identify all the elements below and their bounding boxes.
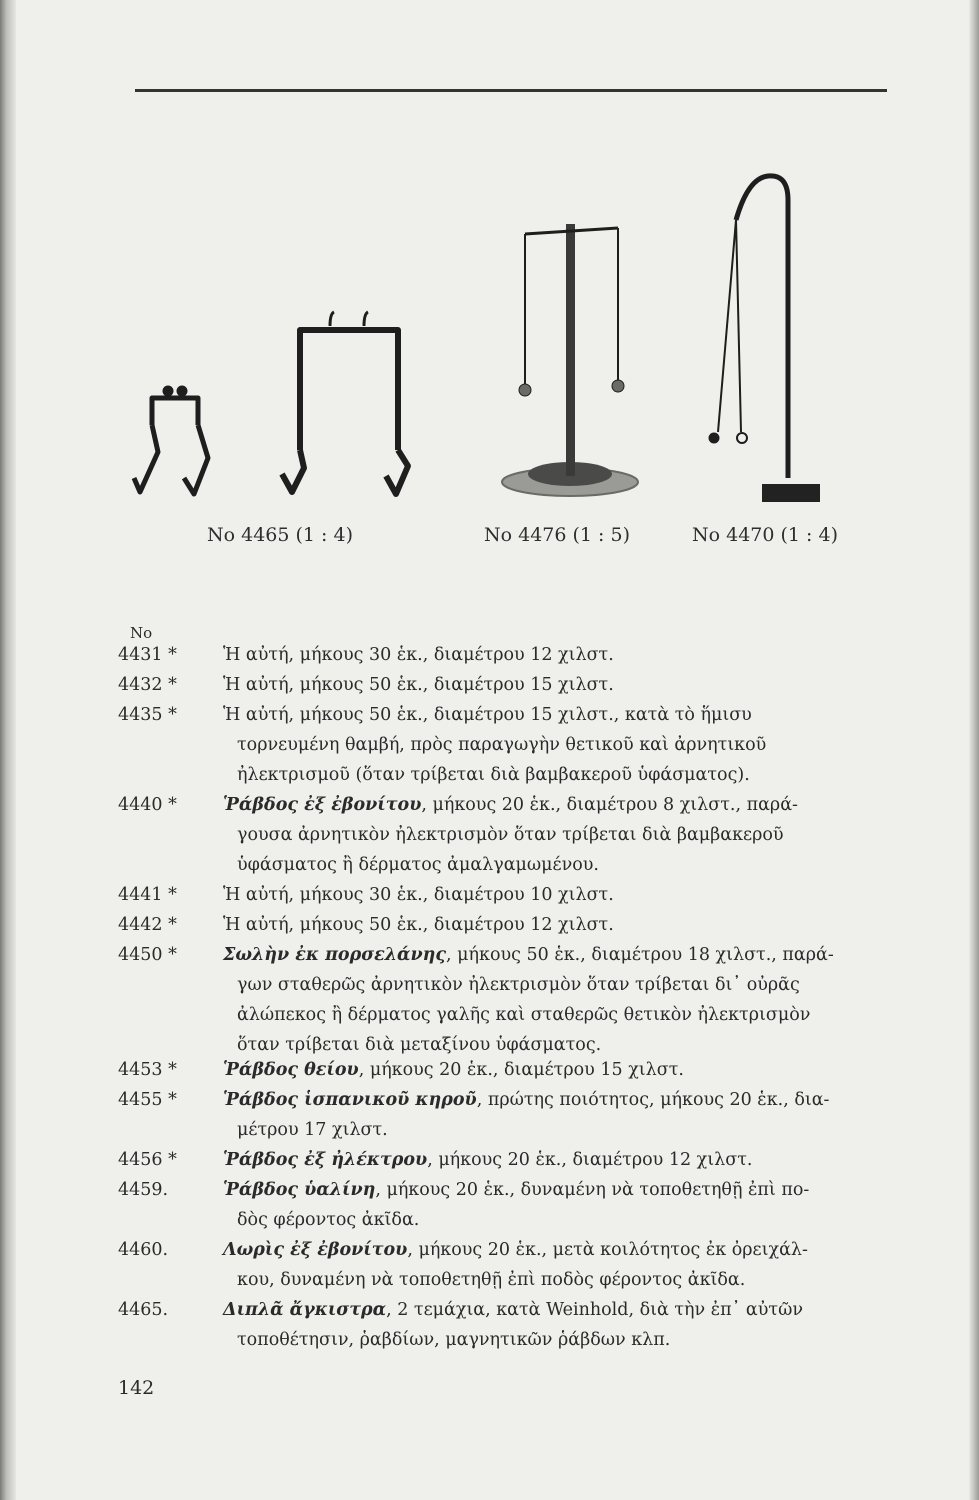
description-line: Ἡ αὐτή, μήκους 50 ἑκ., διαμέτρου 12 χιλστ. <box>223 915 614 935</box>
page-number: 142 <box>118 1377 155 1399</box>
description-line: Ῥάβδος ἐξ ἠλέκτρου, μήκους 20 ἑκ., διαμέτρου 12 χιλστ. <box>223 1150 753 1170</box>
catalog-description <box>223 1175 868 1235</box>
description-line: γουσα ἀρνητικὸν ἠλεκτρισμὸν ὅταν τρίβεται διὰ βαμβακεροῦ <box>237 825 784 845</box>
description-line: μέτρου 17 χιλστ. <box>237 1120 388 1140</box>
catalog-description <box>223 790 868 880</box>
description-line: Ἡ αὐτή, μήκους 50 ἑκ., διαμέτρου 15 χιλστ. <box>223 675 614 695</box>
description-line: τοποθέτησιν, ῥαβδίων, μαγνητικῶν ῥάβδων κλπ. <box>237 1330 671 1350</box>
page-edge-left <box>0 0 16 1500</box>
item-term: Ῥάβδος ὑαλίνη <box>223 1180 376 1200</box>
description-line: Σωλὴν ἐκ πορσελάνης, μήκους 50 ἑκ., διαμέτρου 18 χιλστ., παρά- <box>223 945 834 965</box>
description-line: δὸς φέροντος ἀκῖδα. <box>237 1210 420 1230</box>
item-term: Ῥάβδος ἐξ ἠλέκτρου <box>223 1150 428 1170</box>
catalog-number: 4442 * <box>118 915 177 935</box>
double-hook-large-figure <box>282 312 408 494</box>
description-line: Ἡ αὐτή, μήκους 50 ἑκ., διαμέτρου 15 χιλστ., κατὰ τὸ ἥμισυ <box>223 705 752 725</box>
description-line: ὅταν τρίβεται διὰ μεταξίνου ὑφάσματος. <box>237 1035 602 1055</box>
description-line: Ἡ αὐτή, μήκους 30 ἑκ., διαμέτρου 12 χιλστ. <box>223 645 614 665</box>
catalog-number: 4441 * <box>118 885 177 905</box>
figure-caption-4470: No 4470 (1 : 4) <box>692 524 838 546</box>
description-line: Ῥάβδος ἐξ ἐβονίτου, μήκους 20 ἑκ., διαμέτρου 8 χιλστ., παρά- <box>223 795 798 815</box>
description-line: ἀλώπεκος ἢ δέρματος γαλῆς καὶ σταθερῶς θετικὸν ἠλεκτρισμὸν <box>237 1005 811 1025</box>
number-column-header: No <box>130 624 153 642</box>
catalog-description <box>223 910 868 940</box>
catalog-description <box>223 1055 868 1085</box>
electroscope-pendulum-figure <box>709 176 820 502</box>
header-rule <box>135 89 887 92</box>
catalog-number: 4450 * <box>118 945 177 965</box>
description-line: ἠλεκτρισμοῦ (ὅταν τρίβεται διὰ βαμβακεροῦ ὑφάσματος). <box>237 765 750 785</box>
catalog-number: 4453 * <box>118 1060 177 1080</box>
catalog-number: 4460. <box>118 1240 169 1260</box>
catalog-number: 4435 * <box>118 705 177 725</box>
catalog-description <box>223 940 868 1060</box>
catalog-description <box>223 640 868 670</box>
catalog-description <box>223 670 868 700</box>
catalog-number: 4455 * <box>118 1090 177 1110</box>
item-term: Ῥάβδος θείου <box>223 1060 359 1080</box>
catalog-number: 4432 * <box>118 675 177 695</box>
item-term: Διπλᾶ ἄγκιστρα <box>223 1300 387 1320</box>
pendulum-stand-figure <box>502 224 638 496</box>
figures-illustration <box>120 160 880 520</box>
description-line: Διπλᾶ ἄγκιστρα, 2 τεμάχια, κατὰ Weinhold, διὰ τὴν ἐπ᾽ αὐτῶν <box>223 1300 803 1320</box>
catalog-description <box>223 1085 868 1145</box>
catalog-number: 4440 * <box>118 795 177 815</box>
catalog-description <box>223 1235 868 1295</box>
catalog-description <box>223 880 868 910</box>
description-line: Ἡ αὐτή, μήκους 30 ἑκ., διαμέτρου 10 χιλστ. <box>223 885 614 905</box>
catalog-number: 4459. <box>118 1180 169 1200</box>
double-hook-small-figure <box>134 388 208 494</box>
item-term: Σωλὴν ἐκ πορσελάνης <box>223 945 447 965</box>
description-line: Ῥάβδος ἱσπανικοῦ κηροῦ, πρώτης ποιότητος, μήκους 20 ἑκ., δια- <box>223 1090 830 1110</box>
description-line: γων σταθερῶς ἀρνητικὸν ἠλεκτρισμὸν ὅταν τρίβεται δι᾽ οὐρᾶς <box>237 975 800 995</box>
item-term: Ῥάβδος ἱσπανικοῦ κηροῦ <box>223 1090 477 1110</box>
catalog-description <box>223 1145 868 1175</box>
description-line: Ῥάβδος ὑαλίνη, μήκους 20 ἑκ., δυναμένη νὰ τοποθετηθῇ ἐπὶ πο- <box>223 1180 810 1200</box>
catalog-number: 4465. <box>118 1300 169 1320</box>
description-line: Λωρὶς ἐξ ἐβονίτου, μήκους 20 ἑκ., μετὰ κοιλότητος ἐκ ὀρειχάλ- <box>223 1240 808 1260</box>
catalog-number: 4431 * <box>118 645 177 665</box>
item-term: Ῥάβδος ἐξ ἐβονίτου <box>223 795 422 815</box>
item-term: Λωρὶς ἐξ ἐβονίτου <box>223 1240 408 1260</box>
description-line: τορνευμένη θαμβή, πρὸς παραγωγὴν θετικοῦ καὶ ἀρνητικοῦ <box>237 735 767 755</box>
figure-caption-4465: No 4465 (1 : 4) <box>207 524 353 546</box>
catalog-description <box>223 700 868 790</box>
description-line: κου, δυναμένη νὰ τοποθετηθῇ ἐπὶ ποδὸς φέροντος ἀκῖδα. <box>237 1270 746 1290</box>
catalog-number: 4456 * <box>118 1150 177 1170</box>
description-line: Ῥάβδος θείου, μήκους 20 ἑκ., διαμέτρου 15 χιλστ. <box>223 1060 684 1080</box>
description-line: ὑφάσματος ἢ δέρματος ἀμαλγαμωμένου. <box>237 855 599 875</box>
figure-caption-4476: No 4476 (1 : 5) <box>484 524 630 546</box>
page-edge-right <box>969 0 979 1500</box>
catalog-description <box>223 1295 868 1355</box>
